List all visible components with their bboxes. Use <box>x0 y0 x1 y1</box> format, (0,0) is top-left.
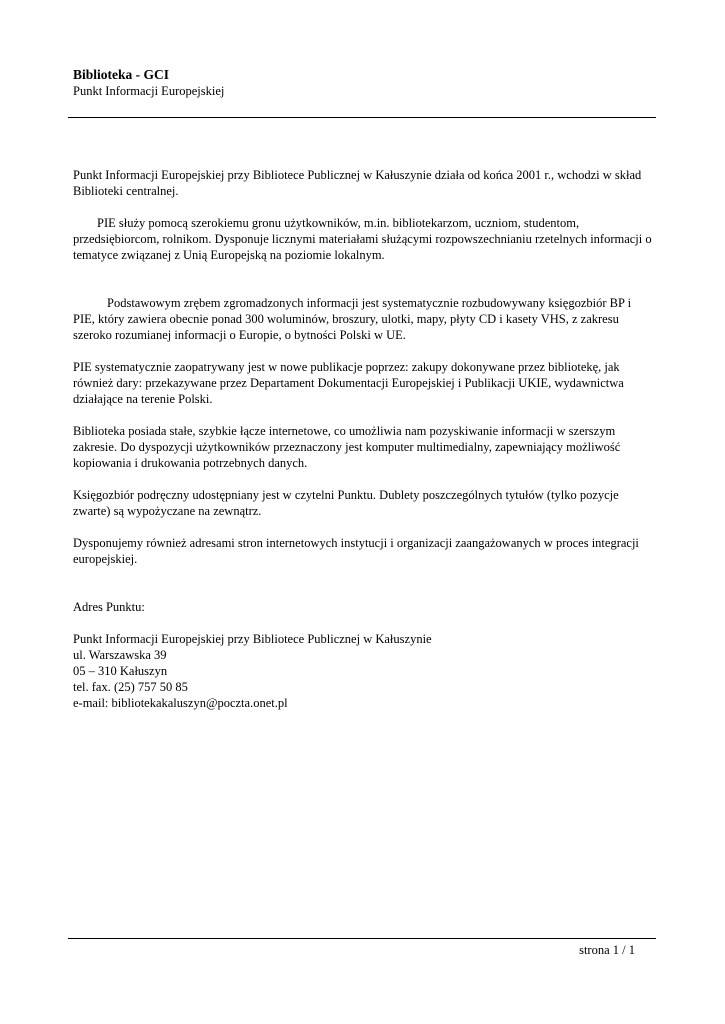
paragraph-websites: Dysponujemy również adresami stron internetowych instytucji i organizacji zaangażowanych w proces integracji europejskiej. <box>73 536 639 566</box>
page-number: strona 1 / 1 <box>579 943 635 957</box>
header-subtitle: Punkt Informacji Europejskiej <box>73 84 225 98</box>
header-divider <box>68 117 656 118</box>
address-email: e-mail: bibliotekakaluszyn@poczta.onet.pl <box>73 696 288 710</box>
paragraph-pie-users: PIE służy pomocą szerokiemu gronu użytkowników, m.in. bibliotekarzom, uczniom, studentom, przedsiębiorcom, rolnikom. Dysponuje licznymi materiałami służącymi rozpowszechnianiu rzetelnych informacji o tematyce związanej z Unią Europejską na poziomie lokalnym. <box>73 216 652 262</box>
address-block <box>73 631 653 711</box>
header-title: Biblioteka - GCI <box>73 67 170 82</box>
address-label: Adres Punktu: <box>73 600 145 614</box>
paragraph-collection: Podstawowym zrębem zgromadzonych informacji jest systematycznie rozbudowywany księgozbiór BP i PIE, który zawiera obecnie ponad 300 woluminów, broszury, ulotki, mapy, płyty CD i kasety VHS, z zakresu szeroko rozumianej informacji o Europie, o bytności Polski w UE. <box>73 296 632 342</box>
address-street: ul. Warszawska 39 <box>73 648 167 662</box>
paragraph-intro: Punkt Informacji Europejskiej przy Bibliotece Publicznej w Kałuszynie działa od końca 2001 r., wchodzi w skład Biblioteki centralnej. <box>73 168 642 198</box>
footer-divider <box>68 938 656 939</box>
document-body <box>73 167 653 711</box>
address-institution: Punkt Informacji Europejskiej przy Bibliotece Publicznej w Kałuszynie <box>73 632 432 646</box>
page-header <box>73 67 653 99</box>
address-phone-fax: tel. fax. (25) 757 50 85 <box>73 680 188 694</box>
address-postal-city: 05 – 310 Kałuszyn <box>73 664 168 678</box>
paragraph-acquisitions: PIE systematycznie zaopatrywany jest w nowe publikacje poprzez: zakupy dokonywane przez bibliotekę, jak również dary: przekazywane przez Departament Dokumentacji Europejskiej i Publikacji UKIE, wydawnictwa działające na terenie Polski. <box>73 360 624 406</box>
paragraph-reading-room: Księgozbiór podręczny udostępniany jest w czytelni Punktu. Dublety poszczególnych tytułów (tylko pozycje zwarte) są wypożyczane na zewnątrz. <box>73 488 619 518</box>
paragraph-internet: Biblioteka posiada stałe, szybkie łącze internetowe, co umożliwia nam pozyskiwanie informacji w szerszym zakresie. Do dyspozycji użytkowników przeznaczony jest komputer multimedialny, zapewniający możliwość kopiowania i drukowania potrzebnych danych. <box>73 424 621 470</box>
